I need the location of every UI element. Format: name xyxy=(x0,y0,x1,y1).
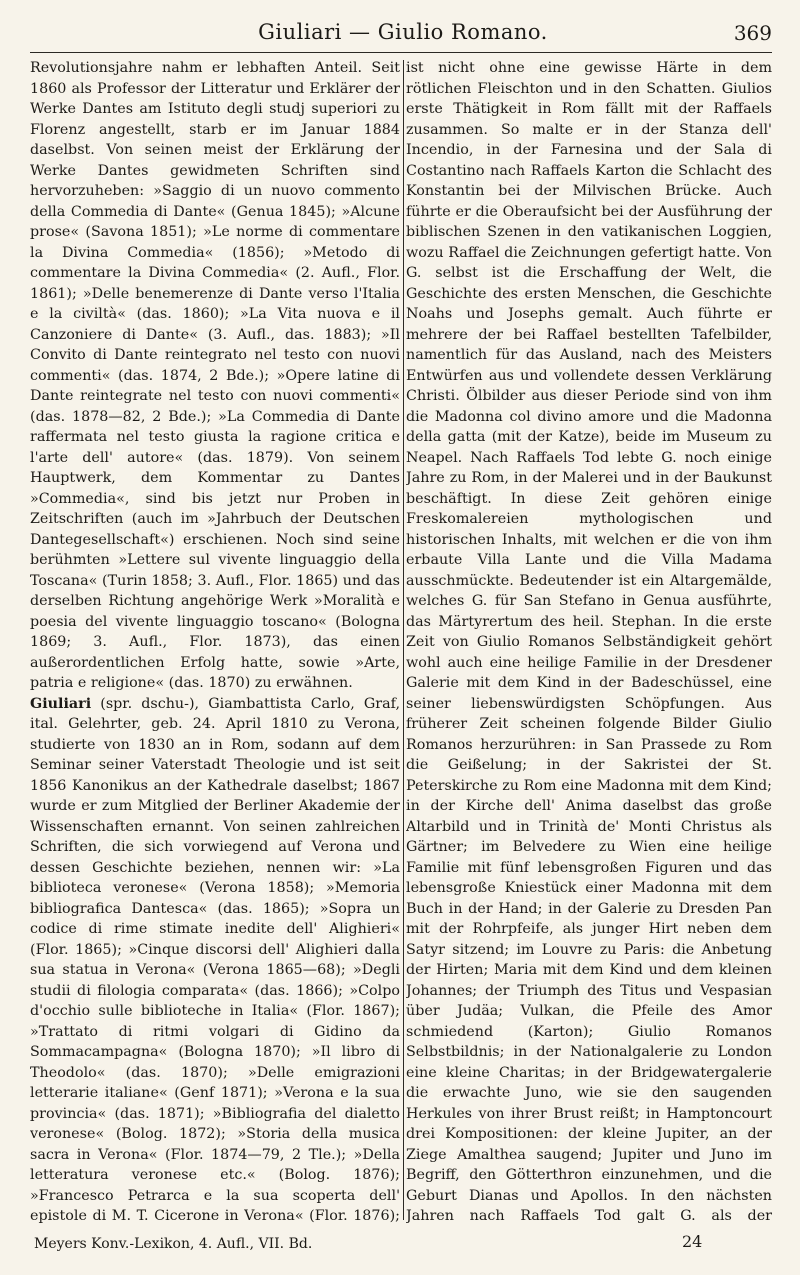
entry-continuation: ist nicht ohne eine gewisse Härte in dem rötlichen Fleischton und in den Schatten. Giulios erste Thätigkeit in Rom fällt mit der Raffaels zusammen. So malte er in der Stanza dell' Incendio, in der Farnesina und der Sala di Costantino nach Raffaels Karton die Schlacht des Konstantin bei der Milvischen Brücke. Auch führte er die Oberaufsicht bei der Ausführung der biblischen Szenen in den vatikanischen Loggien, wozu Raffael die Zeichnungen gefertigt hatte. Von G. selbst ist die Erschaffung der Welt, die Geschichte des ersten Menschen, die Geschichte Noahs und Josephs gemalt. Auch führte er mehrere der bei Raffael bestellten Tafelbilder, namentlich für das Ausland, nach des Meisters Entwürfen aus und vollendete dessen Verklärung Christi. Ölbilder aus dieser Periode sind von ihm die Madonna col divino amore und die Madonna della gatta (mit der Katze), beide im Museum zu Neapel. Nach Raffaels Tod lebte G. noch einige Jahre zu Rom, in der Malerei und in der Baukunst beschäftigt. In diese Zeit gehören einige Freskomalereien mythologischen und historischen Inhalts, mit welchen er die von ihm erbaute Villa Lante und die Villa Madama ausschmückte. Bedeutender ist ein Altargemälde, welches G. für San Stefano in Genua ausführte, das Märtyrertum des heil. Stephan. In die erste Zeit von Giulio Romanos Selbständigkeit gehört wohl auch eine heilige Familie in der Dresdener Galerie mit dem Kind in der Badeschüssel, eine seiner liebenswürdigsten Schöpfungen. Aus früherer Zeit scheinen folgende Bilder Giulio Romanos herzurühren: in San Prassede zu Rom die Geißelung; in der Sakristei der St. Peterskirche zu Rom eine Madonna mit dem Kind; in der Kirche dell' Anima daselbst das große Altarbild und in Trinità de' Monti Christus als Gärtner; im Belvedere zu Wien eine heilige Familie mit fünf lebensgroßen Figuren und das lebensgroße Kniestück einer Madonna mit dem Buch in der Hand; in der Galerie zu Dresden Pan mit der Rohrpfeife, als junger Hirt neben dem Satyr sitzend; im Louvre zu Paris: die Anbetung der Hirten; Maria mit dem Kind und dem kleinen Johannes; der Triumph des Titus und Vespasian über Judäa; Vulkan, die Pfeile des Amor schmiedend (Karton); Giulio Romanos Selbstbildnis; in der Nationalgalerie zu London eine kleine Charitas; in der Bridgewatergalerie die erwachte Juno, wie sie den saugenden Herkules von ihrer Brust reißt; in Hamptoncourt drei Kompositionen: der kleine Jupiter, an der Ziege Amalthea saugend; Jupiter und Juno im Begriff, den Götterthron einzunehmen, und die Geburt Dianas und Apollos. In den nächsten Jahren nach Raffaels Tod galt G. als der xyxy=(406,60,772,1224)
page-header xyxy=(34,20,772,50)
footer-source: Meyers Konv.-Lexikon, 4. Aufl., VII. Bd. xyxy=(34,1236,313,1252)
entry-body: (spr. dschu-), Giambattista Carlo, Graf, ital. Gelehrter, geb. 24. April 1810 zu Verona, studierte von 1830 an in Rom, sodann auf dem Seminar seiner Vaterstadt Theologie und ist seit 1856 Kanonikus an der Kathedrale daselbst; 1867 wurde er zum Mitglied der Berliner Akademie der Wissenschaften ernannt. Von seinen zahlreichen Schriften, die sich vorwiegend auf Verona und dessen Geschichte beziehen, nennen wir: »La biblioteca veronese« (Verona 1858); »Memoria bibliografica Dantesca« (das. 1865); »Sopra un codice di rime stimate inedite dell' Alighieri« (Flor. 1865); »Cinque discorsi dell' Alighieri dalla sua statua in Verona« (Verona 1865—68); »Degli studii di filologia comparata« (das. 1866); »Colpo d'occhio sulle biblioteche in Italia« (Flor. 1867); »Trattato di ritmi volgari di Gidino da Sommacampagna« (Bologna 1870); »Il libro di Theodolo« (das. 1870); »Delle emigrazioni letterarie italiane« (Genf 1871); »Verona e la sua provincia« (das. 1871); »Bibliografia del dialetto veronese« (Bolog. 1872); »Storia della musica sacra in Verona« (Flor. 1874—79, 2 Tle.); »Della letteratura veronese etc.« (Bolog. 1876); »Francesco Petrarca e la sua scoperta dell' epistole di M. T. Cicerone in Verona« (Flor. 1876); xyxy=(30,695,400,1224)
page-number: 369 xyxy=(733,21,772,45)
column-divider xyxy=(403,60,404,1220)
signature-mark: 24 xyxy=(682,1232,703,1251)
header-rule xyxy=(30,52,772,53)
entry-headword: Giuliari xyxy=(30,695,92,712)
text-columns xyxy=(30,58,772,1226)
running-title: Giuliari — Giulio Romano. xyxy=(258,20,548,44)
page-footer xyxy=(34,1232,770,1260)
entry-giuliari xyxy=(30,694,400,1227)
entry-continuation: Revolutionsjahre nahm er lebhaften Anteil. Seit 1860 als Professor der Litteratur und Erklärer der Werke Dantes am Istituto degli studj superiori zu Florenz angestellt, starb er im Januar 1884 daselbst. Von seinen meist der Erklärung der Werke Dantes gewidmeten Schriften sind hervorzuheben: »Saggio di un nuovo commento della Commedia di Dante« (Genua 1845); »Alcune prose« (Savona 1851); »Le norme di commentare la Divina Commedia« (1856); »Metodo di commentare la Divina Commedia« (2. Aufl., Flor. 1861); »Delle benemerenze di Dante verso l'Italia e la civiltà« (das. 1860); »La Vita nuova e il Canzoniere di Dante« (3. Aufl., das. 1883); »Il Convito di Dante reintegrato nel testo con nuovi commenti« (das. 1874, 2 Bde.); »Opere latine di Dante reintegrate nel testo con nuovi commenti« (das. 1878—82, 2 Bde.); »La Commedia di Dante raffermata nel testo giusta la ragione critica e l'arte dell' autore« (das. 1879). Von seinem Hauptwerk, dem Kommentar zu Dantes »Commedia«, sind bis jetzt nur Proben in Zeitschriften (auch im »Jahrbuch der Deutschen Dantegesellschaft«) erschienen. Noch sind seine berühmten »Lettere sul vivente linguaggio della Toscana« (Turin 1858; 3. Aufl., Flor. 1865) und das derselben Richtung angehörige Werk »Moralità e poesia del vivente linguaggio toscano« (Bologna 1869; 3. Aufl., Flor. 1873), das einen außerordentlichen Erfolg hatte, sowie »Arte, patria e religione« (das. 1870) zu erwähnen. xyxy=(30,60,400,691)
left-column xyxy=(30,58,400,1226)
right-column xyxy=(406,58,772,1226)
